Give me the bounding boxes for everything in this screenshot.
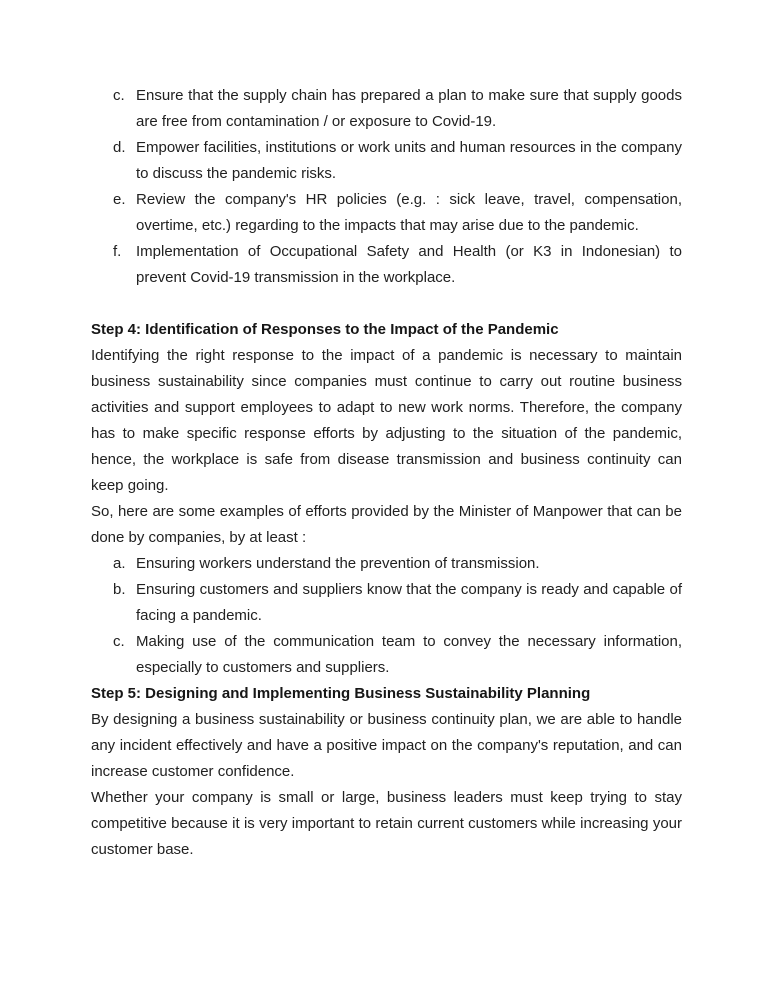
list-item-text: Ensure that the supply chain has prepared a plan to make sure that supply goods are free from contamination / or exposure to Covid-19. [136, 87, 682, 130]
step5-heading: Step 5: Designing and Implementing Business Sustainability Planning [91, 685, 591, 702]
list-marker: b. [113, 581, 126, 598]
list-item-text: Empower facilities, institutions or work units and human resources in the company to discuss the pandemic risks. [136, 139, 682, 182]
list-marker: f. [113, 243, 122, 260]
list-marker: c. [113, 87, 125, 104]
step4-paragraph-2: So, here are some examples of efforts provided by the Minister of Manpower that can be done by companies, by at least : [91, 503, 682, 546]
list-item-text: Implementation of Occupational Safety and Health (or K3 in Indonesian) to prevent Covid-19 transmission in the workplace. [136, 243, 682, 286]
list-item-text: Ensuring customers and suppliers know that the company is ready and capable of facing a pandemic. [136, 581, 682, 624]
list-item-text: Ensuring workers understand the prevention of transmission. [136, 555, 540, 572]
list-item [91, 629, 682, 681]
list-item [91, 551, 682, 577]
list-item-text: Review the company's HR policies (e.g. : sick leave, travel, compensation, overtime, etc.) regarding to the impacts that may arise due to the pandemic. [136, 191, 682, 234]
list-item-text: Making use of the communication team to convey the necessary information, especially to customers and suppliers. [136, 633, 682, 676]
step4-heading: Step 4: Identification of Responses to the Impact of the Pandemic [91, 321, 559, 338]
step5-paragraph-2: Whether your company is small or large, business leaders must keep trying to stay competitive because it is very important to retain current customers while increasing your customer base. [91, 789, 682, 858]
list-item [91, 83, 682, 135]
list-marker: e. [113, 191, 126, 208]
covid-preparation-list [91, 83, 682, 291]
list-item [91, 135, 682, 187]
list-marker: a. [113, 555, 126, 572]
list-item [91, 239, 682, 291]
step5-paragraph-1: By designing a business sustainability or business continuity plan, we are able to handle any incident effectively and have a positive impact on the company's reputation, and can increase customer confidence. [91, 711, 682, 780]
list-marker: c. [113, 633, 125, 650]
list-item [91, 577, 682, 629]
list-item [91, 187, 682, 239]
list-marker: d. [113, 139, 126, 156]
step4-paragraph-1: Identifying the right response to the impact of a pandemic is necessary to maintain business sustainability since companies must continue to carry out routine business activities and support employees to adapt to new work norms. Therefore, the company has to make specific response efforts by adjusting to the situation of the pandemic, hence, the workplace is safe from disease transmission and business continuity can keep going. [91, 347, 682, 494]
manpower-efforts-list [91, 551, 682, 681]
